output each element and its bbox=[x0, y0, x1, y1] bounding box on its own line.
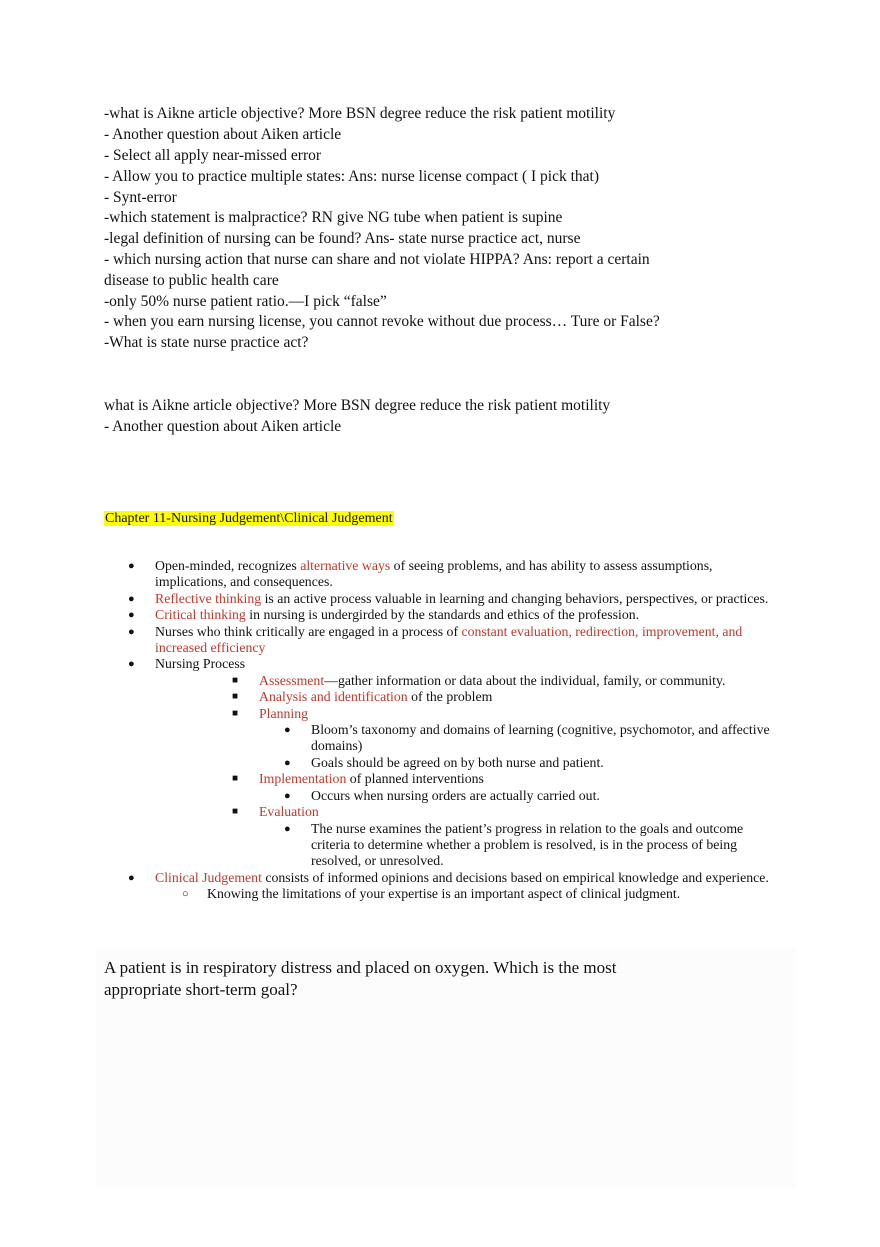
sub-item: ● Goals should be agreed on by both nurse and patient. bbox=[284, 754, 604, 770]
bullet-icon: ● bbox=[128, 560, 135, 572]
sub-item: ● The nurse examines the patient’s progress in relation to the goals and outcome criteria to determine whether a problem is resolved, is in the process of being resolved, or unresolved. bbox=[284, 820, 744, 869]
note-line: - when you earn nursing license, you cannot revoke without due process… Ture or False? bbox=[104, 313, 660, 330]
list-item: ● Nurses who think critically are engaged in a process of constant evaluation, redirection, improvement, and increased efficiency bbox=[128, 623, 743, 656]
process-step: ■ Analysis and identification of the problem bbox=[232, 689, 493, 705]
square-bullet-icon: ■ bbox=[232, 707, 239, 719]
square-bullet-icon: ■ bbox=[232, 773, 239, 785]
note-line: - Select all apply near-missed error bbox=[104, 147, 322, 164]
list-item: ● Open-minded, recognizes alternative ways of seeing problems, and has ability to assess assumptions, implications, and consequences. bbox=[128, 558, 713, 590]
note-line: - Another question about Aiken article bbox=[104, 126, 342, 143]
bullet-icon: ● bbox=[284, 724, 291, 737]
list-item: ● Reflective thinking is an active process valuable in learning and changing behaviors, perspectives, or practices. bbox=[128, 590, 769, 606]
list-item: ● Nursing Process bbox=[128, 656, 246, 672]
list-item: ● Critical thinking in nursing is undergirded by the standards and ethics of the profession. bbox=[128, 607, 640, 623]
sub-item: ● Bloom’s taxonomy and domains of learning (cognitive, psychomotor, and affective domains) bbox=[284, 722, 770, 754]
process-step: ■ Planning bbox=[232, 705, 309, 721]
bullet-icon: ● bbox=[284, 756, 291, 769]
bullet-icon: ● bbox=[128, 871, 135, 884]
note-line: - which nursing action that nurse can share and not violate HIPPA? Ans: report a certain bbox=[104, 251, 650, 268]
note-line: - Synt-error bbox=[104, 189, 177, 206]
bullet-icon: ● bbox=[128, 592, 135, 605]
process-step: ■ Assessment—gather information or data about the individual, family, or community. bbox=[232, 672, 726, 688]
square-bullet-icon: ■ bbox=[232, 806, 239, 818]
note-line: -legal definition of nursing can be found? Ans- state nurse practice act, nurse bbox=[104, 230, 581, 247]
note-line: disease to public health care bbox=[104, 272, 279, 289]
note-line: -which statement is malpractice? RN give NG tube when patient is supine bbox=[104, 209, 563, 226]
repeat-note-line: what is Aikne article objective? More BSN degree reduce the risk patient motility bbox=[104, 397, 611, 414]
square-bullet-icon: ■ bbox=[232, 691, 239, 703]
circle-bullet-icon: ○ bbox=[182, 888, 189, 901]
chapter-notes-list bbox=[104, 558, 784, 903]
practice-question: A patient is in respiratory distress and placed on oxygen. Which is the most appropriate short-term goal? bbox=[104, 958, 617, 999]
list-item: ● Clinical Judgement consists of informed opinions and decisions based on empirical knowledge and experience. bbox=[128, 869, 769, 885]
bullet-icon: ● bbox=[128, 658, 135, 671]
sub-item: ○ Knowing the limitations of your expertise is an important aspect of clinical judgment. bbox=[182, 886, 681, 902]
bullet-icon: ● bbox=[284, 789, 291, 802]
chapter-heading-text: Chapter 11-Nursing Judgement\Clinical Judgement bbox=[105, 511, 393, 526]
note-line: -what is Aikne article objective? More BSN degree reduce the risk patient motility bbox=[104, 105, 616, 122]
bullet-icon: ● bbox=[128, 625, 135, 638]
note-line: -What is state nurse practice act? bbox=[104, 334, 309, 351]
process-step: ■ Implementation of planned interventions bbox=[232, 771, 484, 787]
chapter-heading bbox=[104, 508, 394, 528]
bullet-icon: ● bbox=[284, 822, 291, 835]
square-bullet-icon: ■ bbox=[232, 674, 239, 686]
sub-item: ● Occurs when nursing orders are actually carried out. bbox=[284, 787, 600, 803]
repeat-note-line: - Another question about Aiken article bbox=[104, 418, 342, 435]
note-line: - Allow you to practice multiple states: Ans: nurse license compact ( I pick that) bbox=[104, 168, 600, 185]
bullet-icon: ● bbox=[128, 609, 135, 622]
note-line: -only 50% nurse patient ratio.—I pick “false” bbox=[104, 293, 387, 310]
process-step: ■ Evaluation bbox=[232, 804, 319, 820]
